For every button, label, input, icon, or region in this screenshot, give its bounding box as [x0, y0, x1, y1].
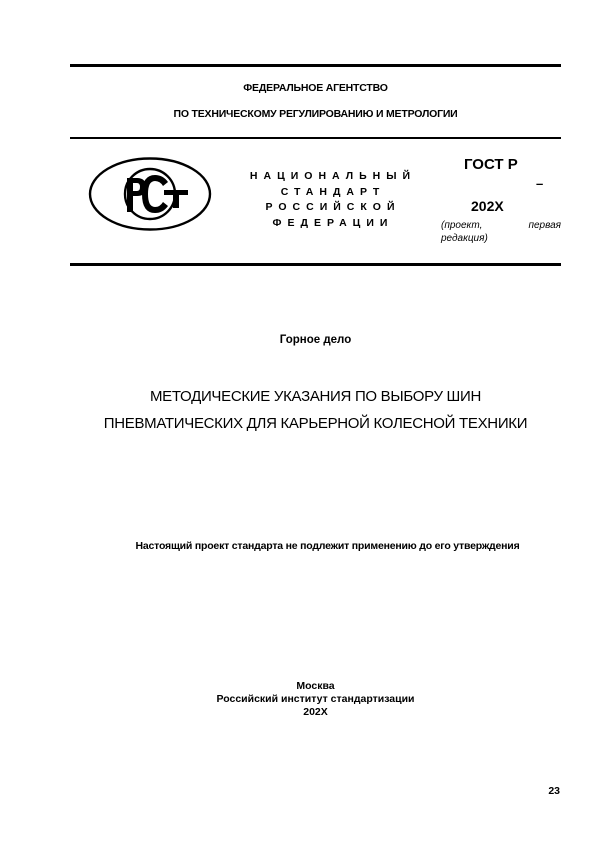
national-line-2: СТАНДАРТ — [280, 185, 386, 198]
gost-title: ГОСТ Р — [464, 156, 518, 173]
national-standard-caption — [222, 169, 444, 231]
document-title — [50, 383, 581, 437]
national-line-3: РОССИЙСКОЙ — [265, 201, 401, 213]
gost-dash: – — [536, 176, 544, 191]
imprint-year: 202X — [303, 706, 328, 718]
draft-notice: Настоящий проект стандарта не подлежит применению до его утверждения — [135, 540, 520, 552]
document-title-line-1: МЕТОДИЧЕСКИЕ УКАЗАНИЯ ПО ВЫБОРУ ШИН — [149, 388, 482, 405]
gost-draft-note: (проект, первая редакция) — [441, 220, 561, 244]
imprint-city: Москва — [296, 680, 335, 692]
agency-name-line-2: ПО ТЕХНИЧЕСКОМУ РЕГУЛИРОВАНИЮ И МЕТРОЛОГИИ — [173, 108, 458, 120]
rule-top — [70, 64, 561, 67]
national-line-1: НАЦИОНАЛЬНЫЙ — [249, 170, 417, 182]
agency-name-line-1: ФЕДЕРАЛЬНОЕ АГЕНТСТВО — [243, 82, 388, 94]
national-line-4: ФЕДЕРАЦИИ — [272, 216, 394, 229]
imprint-publisher: Российский институт стандартизации — [216, 693, 415, 705]
rule-bottom — [70, 263, 561, 266]
gost-year: 202X — [471, 198, 504, 214]
document-title-line-2: ПНЕВМАТИЧЕСКИХ ДЛЯ КАРЬЕРНОЙ КОЛЕСНОЙ ТЕХНИКИ — [103, 415, 528, 432]
field-title: Горное дело — [279, 334, 352, 346]
rule-middle — [70, 137, 561, 139]
imprint — [70, 680, 561, 719]
page-number: 23 — [548, 785, 560, 797]
rst-certification-mark-icon — [88, 156, 212, 232]
